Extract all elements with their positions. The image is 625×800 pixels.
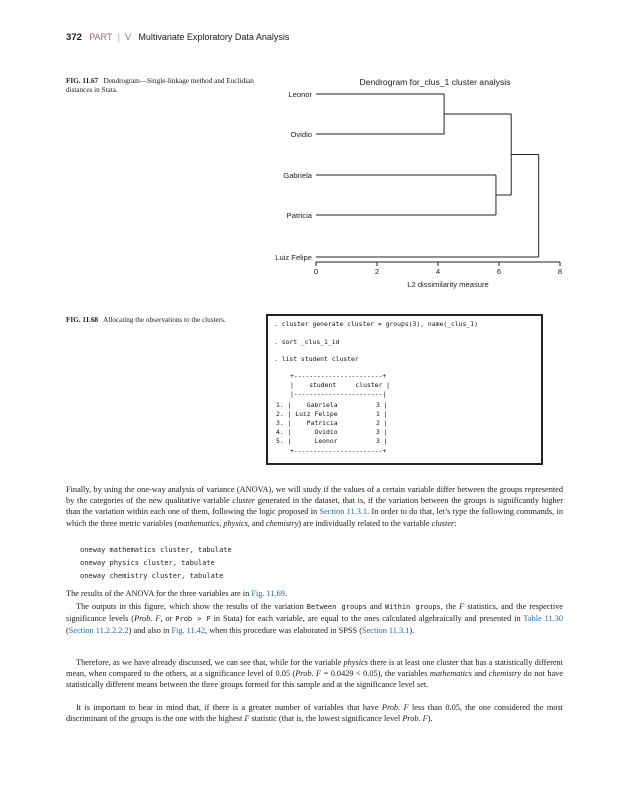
leaf-label: Leonor xyxy=(288,90,312,99)
text-run: ) are individually related to the variable xyxy=(298,518,432,528)
text-run: , when this procedure was elaborated in SPSS ( xyxy=(205,626,362,636)
caption-label: FIG. 11.67 xyxy=(66,77,99,85)
text-run-italic: cluster xyxy=(431,518,455,528)
table-link[interactable]: Table 11.30 xyxy=(523,614,563,624)
text-run: ) and also in xyxy=(128,626,172,636)
code-line: oneway mathematics cluster, tabulate xyxy=(80,546,232,554)
text-run: statistics, and the respective significance levels ( xyxy=(66,602,563,624)
text-run: generated in the dataset, that is, if the variation between the groups is significantly higher than the variation within each one of them, following the logic proposed in xyxy=(66,496,563,517)
leaf-label: Gabriela xyxy=(283,171,312,180)
x-tick-label: 4 xyxy=(435,267,441,276)
text-run: Therefore, as we have already discussed, we can see that, while for the variable xyxy=(76,658,344,667)
table-row: 4. | Ovidio 3 | xyxy=(276,428,388,436)
table-separator: |-----------------------| xyxy=(290,390,387,398)
text-run: in Stata) for each variable, are equal to the ones calculated algebraically and presented in xyxy=(210,614,524,624)
text-run: ). xyxy=(427,714,433,724)
text-run-italic: F xyxy=(459,602,465,611)
text-run: and xyxy=(471,669,489,679)
x-tick-label: 0 xyxy=(313,267,319,276)
console-line: . sort _clus_1_id xyxy=(274,338,340,346)
leaf-label: Ovidio xyxy=(290,130,312,139)
table-row: 3. | Patricia 2 | xyxy=(276,419,388,427)
text-run: . In order to do that, let’s type the following commands, in which the three metric variables ( xyxy=(66,507,563,528)
leaf-label: Luiz Felipe xyxy=(275,253,312,262)
text-run: less than 0.05, the one considered the most discriminant of the groups is the one with the highest xyxy=(66,703,563,724)
part-number: V xyxy=(125,32,132,42)
paragraph-discussion xyxy=(66,657,563,691)
text-run-italic: chemistry xyxy=(266,518,299,528)
section-link[interactable]: Section 11.3.1 xyxy=(361,626,410,636)
code-line: oneway physics cluster, tabulate xyxy=(80,559,215,567)
console-line: . cluster generate cluster = groups(3), name(_clus_1) xyxy=(274,320,478,328)
text-run: , or xyxy=(160,614,176,624)
text-run: and xyxy=(249,518,267,528)
dendrogram-title: Dendrogram for_clus_1 cluster analysis xyxy=(359,77,511,87)
caption-text: Allocating the observations to the clusters. xyxy=(103,316,226,324)
text-run: , the xyxy=(440,602,460,611)
x-tick-label: 2 xyxy=(374,267,380,276)
caption-label: FIG. 11.68 xyxy=(66,316,99,324)
text-run: = 0.0429 < 0.05), the variables xyxy=(321,669,430,679)
code-line: oneway chemistry cluster, tabulate xyxy=(80,572,224,580)
text-run: ( xyxy=(66,626,69,636)
text-run: there is at least one cluster that has a statistically different mean, when compared to the others, at a significance level of 0.05 ( xyxy=(66,658,563,679)
text-run: The outputs in this figure, which show the results of the variation xyxy=(76,602,307,611)
leaf-label: Patricia xyxy=(286,211,312,220)
table-header: | student cluster | xyxy=(290,381,391,389)
paragraph-anova-results xyxy=(66,588,563,599)
caption-text: Dendrogram—Single-linkage method and Euclidian distances in Stata. xyxy=(66,77,254,94)
figure-link[interactable]: Fig. 11.42 xyxy=(171,626,206,636)
paragraph-discriminant xyxy=(66,702,563,724)
text-run-italic: Prob. F xyxy=(381,703,409,712)
dendrogram-chart xyxy=(0,0,625,300)
page-number: 372 xyxy=(66,32,83,43)
inline-code: Within groups xyxy=(384,603,441,611)
text-run-italic: chemistry xyxy=(488,669,522,679)
table-border: +-----------------------+ xyxy=(290,372,387,380)
text-run-italic: mathematics xyxy=(429,669,472,679)
table-row: 5. | Leonor 3 | xyxy=(276,437,388,445)
text-run: do not have statistically different means between the three groups formed for this sample and at the significance level set. xyxy=(66,669,563,690)
text-run: Finally, by using the one-way analysis of variance (ANOVA), we will study if the values of a certain variable differ between the groups represented by the categories of the new qualitative variable xyxy=(66,485,563,506)
table-row: 1. | Gabriela 3 | xyxy=(276,401,388,409)
table-row: 2. | Luiz Felipe 1 | xyxy=(276,410,388,418)
text-run: ). xyxy=(409,626,415,636)
text-run: It is important to bear in mind that, if there is a greater number of variables that have xyxy=(76,703,382,712)
text-run-italic: Prob. F xyxy=(295,669,322,679)
x-axis-label: L2 dissimilarity measure xyxy=(407,280,489,289)
header-separator: | xyxy=(117,32,120,43)
section-link[interactable]: Section 11.3.1 xyxy=(319,507,368,517)
text-run-italic: Prob. F xyxy=(402,714,428,724)
text-run-italic: Prob. F xyxy=(134,614,161,624)
stata-console-output xyxy=(266,314,543,465)
text-run: and xyxy=(366,602,385,611)
x-tick-label: 8 xyxy=(557,267,563,276)
text-run: statistic (that is, the lowest significance level xyxy=(249,714,403,724)
text-run-italic: physics xyxy=(343,658,368,667)
part-title: Multivariate Exploratory Data Analysis xyxy=(138,32,290,42)
dendrogram-plot xyxy=(275,90,562,289)
console-line: . list student cluster xyxy=(274,355,359,363)
inline-code: Prob > F xyxy=(175,615,211,624)
text-run: The results of the ANOVA for the three variables are in xyxy=(66,589,252,598)
paragraph-anova-intro xyxy=(66,484,563,529)
x-tick-label: 6 xyxy=(496,267,502,276)
fig-11-68-caption xyxy=(66,316,266,325)
text-run: . xyxy=(284,589,287,598)
paragraph-outputs xyxy=(66,601,563,637)
inline-code: Between groups xyxy=(306,603,367,611)
table-border: +-----------------------+ xyxy=(290,447,387,455)
text-run-italic: F xyxy=(244,714,250,724)
figure-link[interactable]: Fig. 11.69 xyxy=(251,589,285,598)
text-run-italic: cluster xyxy=(232,496,255,506)
section-link[interactable]: Section 11.2.2.2.2 xyxy=(68,626,129,636)
text-run-italic: mathematics, physics, xyxy=(177,518,250,528)
part-label: PART xyxy=(89,32,113,42)
text-run: : xyxy=(454,518,457,528)
